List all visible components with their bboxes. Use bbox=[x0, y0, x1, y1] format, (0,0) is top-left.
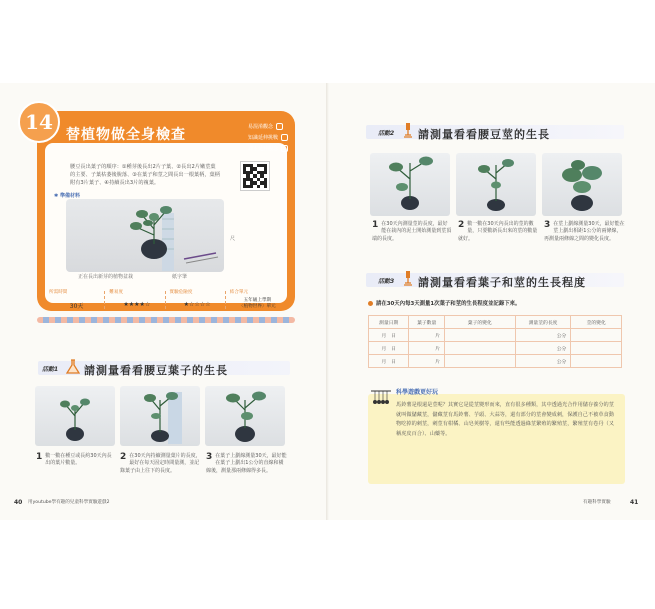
fun-science-title: 科學遊戲更好玩 bbox=[396, 389, 439, 396]
stat-label: 所需時間 bbox=[49, 290, 68, 295]
table-cell[interactable]: 片 bbox=[409, 355, 444, 368]
table-cell[interactable] bbox=[571, 355, 622, 368]
caption-plant: 正在長出新芽的植物盆栽 bbox=[78, 274, 134, 280]
stat-danger bbox=[166, 291, 226, 309]
stat-value-line: 〈植物世界〉單元 bbox=[238, 304, 276, 309]
newtons-cradle-icon bbox=[370, 389, 392, 405]
table-row bbox=[369, 342, 622, 355]
bullet-icon bbox=[368, 301, 373, 306]
table-cell[interactable]: 片 bbox=[409, 329, 444, 342]
step-text: 在莖上劃線測量30天，最好能在莖上劃出相距1公分的兩條線，再測量兩條線之間的變化長度。 bbox=[544, 221, 625, 242]
stat-value bbox=[230, 298, 285, 310]
step-number: 3 bbox=[544, 220, 551, 230]
activity1-title: 請測量看看腰豆葉子的生長 bbox=[84, 364, 228, 377]
activity3-prompt bbox=[368, 299, 520, 307]
caption-pen: 紙字筆 bbox=[172, 274, 188, 280]
step-number: 3 bbox=[206, 452, 213, 462]
stat-unit bbox=[226, 291, 285, 309]
stat-difficulty bbox=[105, 291, 165, 309]
checkbox[interactable] bbox=[281, 134, 288, 141]
checkbox[interactable] bbox=[281, 145, 288, 152]
microscope-icon bbox=[402, 122, 414, 138]
table-cell[interactable]: 公分 bbox=[515, 342, 571, 355]
column-header: 葉子數量 bbox=[409, 316, 444, 329]
activity2-tag: 活動2 bbox=[378, 130, 395, 137]
rating-row bbox=[248, 143, 288, 153]
page-number-left: 40 bbox=[14, 499, 23, 506]
table-cell[interactable] bbox=[444, 329, 515, 342]
flask-icon bbox=[66, 359, 80, 375]
step-text: 數一數在種豆或長約30天內長出的葉片數量。 bbox=[45, 453, 112, 467]
page-number-right: 41 bbox=[630, 499, 639, 506]
activity1-photo-2 bbox=[120, 386, 200, 446]
qr-code-icon[interactable] bbox=[240, 161, 270, 191]
activity1-step-2 bbox=[120, 453, 202, 475]
stat-time bbox=[45, 291, 105, 309]
activity1-step-1 bbox=[36, 453, 114, 468]
stat-label: 實驗危險度 bbox=[169, 290, 193, 295]
book-spread bbox=[0, 83, 655, 520]
stat-value-line: 五年級上學期 bbox=[243, 298, 272, 303]
stat-label: 結合單元 bbox=[229, 290, 249, 295]
rating-checklist bbox=[248, 121, 288, 154]
activity3-title: 請測量看看葉子和莖的生長程度 bbox=[418, 276, 586, 289]
stat-label: 難易度 bbox=[109, 290, 124, 295]
experiment-number-badge: 14 bbox=[18, 101, 60, 143]
table-row bbox=[369, 355, 622, 368]
record-table bbox=[368, 315, 622, 368]
step-text: 在30天內測量莖的長度，最好能在栽內的泥土開始測量到莖頂端的長度。 bbox=[372, 221, 452, 242]
materials-label: ✱ 準備材料 bbox=[54, 193, 80, 199]
table-cell[interactable]: 月 日 bbox=[369, 342, 409, 355]
activity2-title: 請測量看看腰豆莖的生長 bbox=[418, 128, 550, 141]
step-text: 數一數在30天內長出的莖的數量，只要數新長出來的莖的數量就好。 bbox=[458, 221, 538, 242]
rating-row bbox=[248, 132, 288, 142]
fun-science-text: 馬鈴薯是根還是莖呢？其實它是從莖變形而來，直有很多種類，其中透過光合作用儲存養分的莖就叫做儲藏莖，儲藏莖有馬鈴薯、芋頭、大蒜等，還有部分的莖會變成刺，保護自己不被草食動物吃掉的刺莖，刺莖有柑橘、山皂莢樹等，還有些能透過綠莖繁殖的繁殖莖，繁殖莖有卷丹（又稱虎皮百合）、山藥等。 bbox=[396, 402, 614, 437]
activity1-photo-3 bbox=[205, 386, 285, 446]
table-cell[interactable]: 公分 bbox=[515, 355, 571, 368]
activity2-photo-3 bbox=[542, 153, 622, 216]
experiment-stats bbox=[45, 291, 285, 309]
table-cell[interactable]: 月 日 bbox=[369, 329, 409, 342]
column-header: 測量莖的長度 bbox=[515, 316, 571, 329]
activity1-step-3 bbox=[206, 453, 288, 475]
stat-value: ★☆☆☆☆ bbox=[183, 301, 211, 308]
activity1-photo-1 bbox=[35, 386, 115, 446]
column-header: 葉子的變化 bbox=[444, 316, 515, 329]
step-text: 在葉子上劃線測量30天，最好能在葉子上劃出1公分的直線和橫線後，測量那兩條線得多長。 bbox=[206, 453, 287, 474]
activity2-step-3 bbox=[544, 221, 626, 243]
table-cell[interactable] bbox=[571, 342, 622, 355]
column-header: 測量日期 bbox=[369, 316, 409, 329]
prompt-text: 請在30天內每3天測量1次葉子和莖的生長程度並記錄下來。 bbox=[376, 301, 521, 307]
step-number: 2 bbox=[458, 220, 465, 230]
page-gutter bbox=[326, 83, 329, 520]
checkbox[interactable] bbox=[276, 123, 283, 130]
stat-value: 30天 bbox=[69, 303, 84, 310]
activity2-step-1 bbox=[372, 221, 452, 243]
stat-value: ★★★★☆ bbox=[123, 301, 151, 308]
activity2-photo-1 bbox=[370, 153, 450, 216]
table-cell[interactable]: 片 bbox=[409, 342, 444, 355]
step-text: 在30天內持續測量葉片的長度，最好在每天固定時間量測，並記錄葉子由上往下的長度。 bbox=[120, 453, 201, 474]
rating-label: 課本延伸觀念 bbox=[248, 145, 279, 152]
table-cell[interactable] bbox=[571, 329, 622, 342]
rating-label: 易混淆觀念 bbox=[248, 123, 274, 130]
experiment-intro: 腰豆長出葉子的順序：①種芽後長出2片子葉、②長出2片嫩莖葉的主要、子葉枯萎後脫落、③在葉子和莖之間長出一根葉柄，葉柄附有3片葉子、④持續長出3片的複葉。 bbox=[70, 164, 220, 186]
table-cell[interactable]: 公分 bbox=[515, 329, 571, 342]
decorative-stripes bbox=[37, 317, 295, 323]
activity1-tag: 活動1 bbox=[42, 366, 59, 373]
running-footer-left: 用youtube學有趣的兒童科學實驗遊戲2 bbox=[28, 500, 110, 505]
step-number: 1 bbox=[36, 452, 43, 462]
running-footer-right: 有趣科學實驗 bbox=[583, 500, 611, 505]
rating-row bbox=[248, 121, 288, 131]
step-number: 1 bbox=[372, 220, 379, 230]
rating-label: 知識延伸挑戰 bbox=[248, 134, 279, 141]
activity2-step-2 bbox=[458, 221, 538, 243]
caption-ruler: 尺 bbox=[230, 236, 236, 242]
activity2-photo-2 bbox=[456, 153, 536, 216]
activity3-tag: 活動3 bbox=[378, 278, 395, 285]
table-cell[interactable] bbox=[444, 342, 515, 355]
experiment-title: 替植物做全身檢查 bbox=[66, 127, 186, 143]
table-cell[interactable] bbox=[444, 355, 515, 368]
column-header: 莖的變化 bbox=[571, 316, 622, 329]
table-cell[interactable]: 月 日 bbox=[369, 355, 409, 368]
microscope-icon bbox=[402, 270, 414, 286]
table-row bbox=[369, 329, 622, 342]
step-number: 2 bbox=[120, 452, 127, 462]
materials-photo bbox=[66, 199, 224, 272]
table-header-row bbox=[369, 316, 622, 329]
